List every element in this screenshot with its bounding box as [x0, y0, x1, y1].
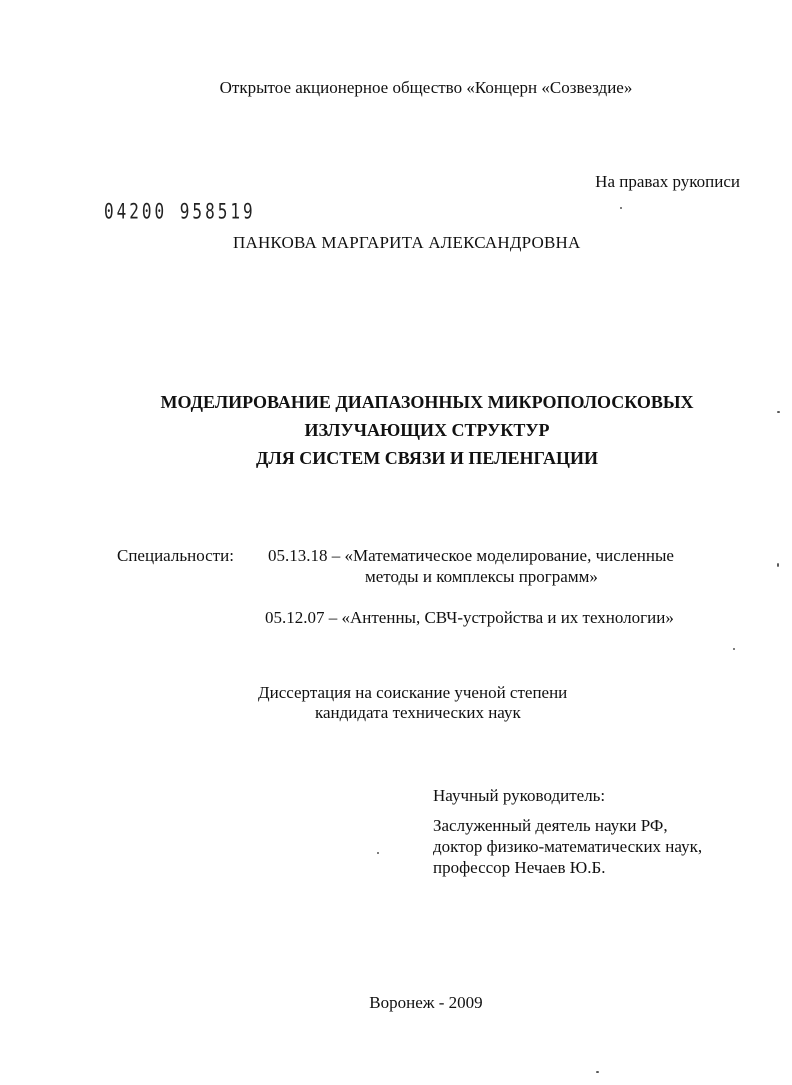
scan-speck: [377, 852, 379, 854]
advisor-name-line: профессор Нечаев Ю.Б.: [433, 858, 606, 877]
scan-speck: [733, 648, 735, 650]
dissertation-title: [0, 388, 792, 472]
specialty-1-line-1: 05.13.18 – «Математическое моделирование, численные: [268, 546, 674, 565]
author-name: ПАНКОВА МАРГАРИТА АЛЕКСАНДРОВНА: [233, 233, 581, 252]
advisor-title-line: Заслуженный деятель науки РФ,: [433, 816, 668, 835]
title-line: МОДЕЛИРОВАНИЕ ДИАПАЗОННЫХ МИКРОПОЛОСКОВЫХ: [160, 392, 694, 412]
specialty-2: 05.12.07 – «Антенны, СВЧ-устройства и их технологии»: [265, 608, 674, 627]
degree-statement-line-2: кандидата технических наук: [315, 703, 521, 722]
advisor-title-line: доктор физико-математических наук,: [433, 837, 703, 856]
scan-speck: [777, 563, 779, 567]
specialty-1-line-2: методы и комплексы программ»: [365, 567, 598, 586]
degree-statement-line-1: Диссертация на соискание ученой степени: [258, 683, 568, 702]
registration-number-stamp: 04200 958519: [104, 198, 256, 224]
scan-speck: [777, 411, 780, 413]
city-and-year: Воронеж - 2009: [369, 993, 483, 1012]
organization-name: Открытое акционерное общество «Концерн «Созвездие»: [219, 78, 633, 97]
title-line: ИЗЛУЧАЮЩИХ СТРУКТУР: [304, 420, 550, 440]
scan-speck: [620, 207, 622, 209]
advisor-heading: Научный руководитель:: [433, 786, 606, 805]
specialties-label: Специальности:: [117, 546, 234, 565]
scan-speck: [596, 1071, 599, 1073]
title-line: ДЛЯ СИСТЕМ СВЯЗИ И ПЕЛЕНГАЦИИ: [255, 448, 599, 468]
manuscript-rights-note: На правах рукописи: [595, 172, 740, 191]
